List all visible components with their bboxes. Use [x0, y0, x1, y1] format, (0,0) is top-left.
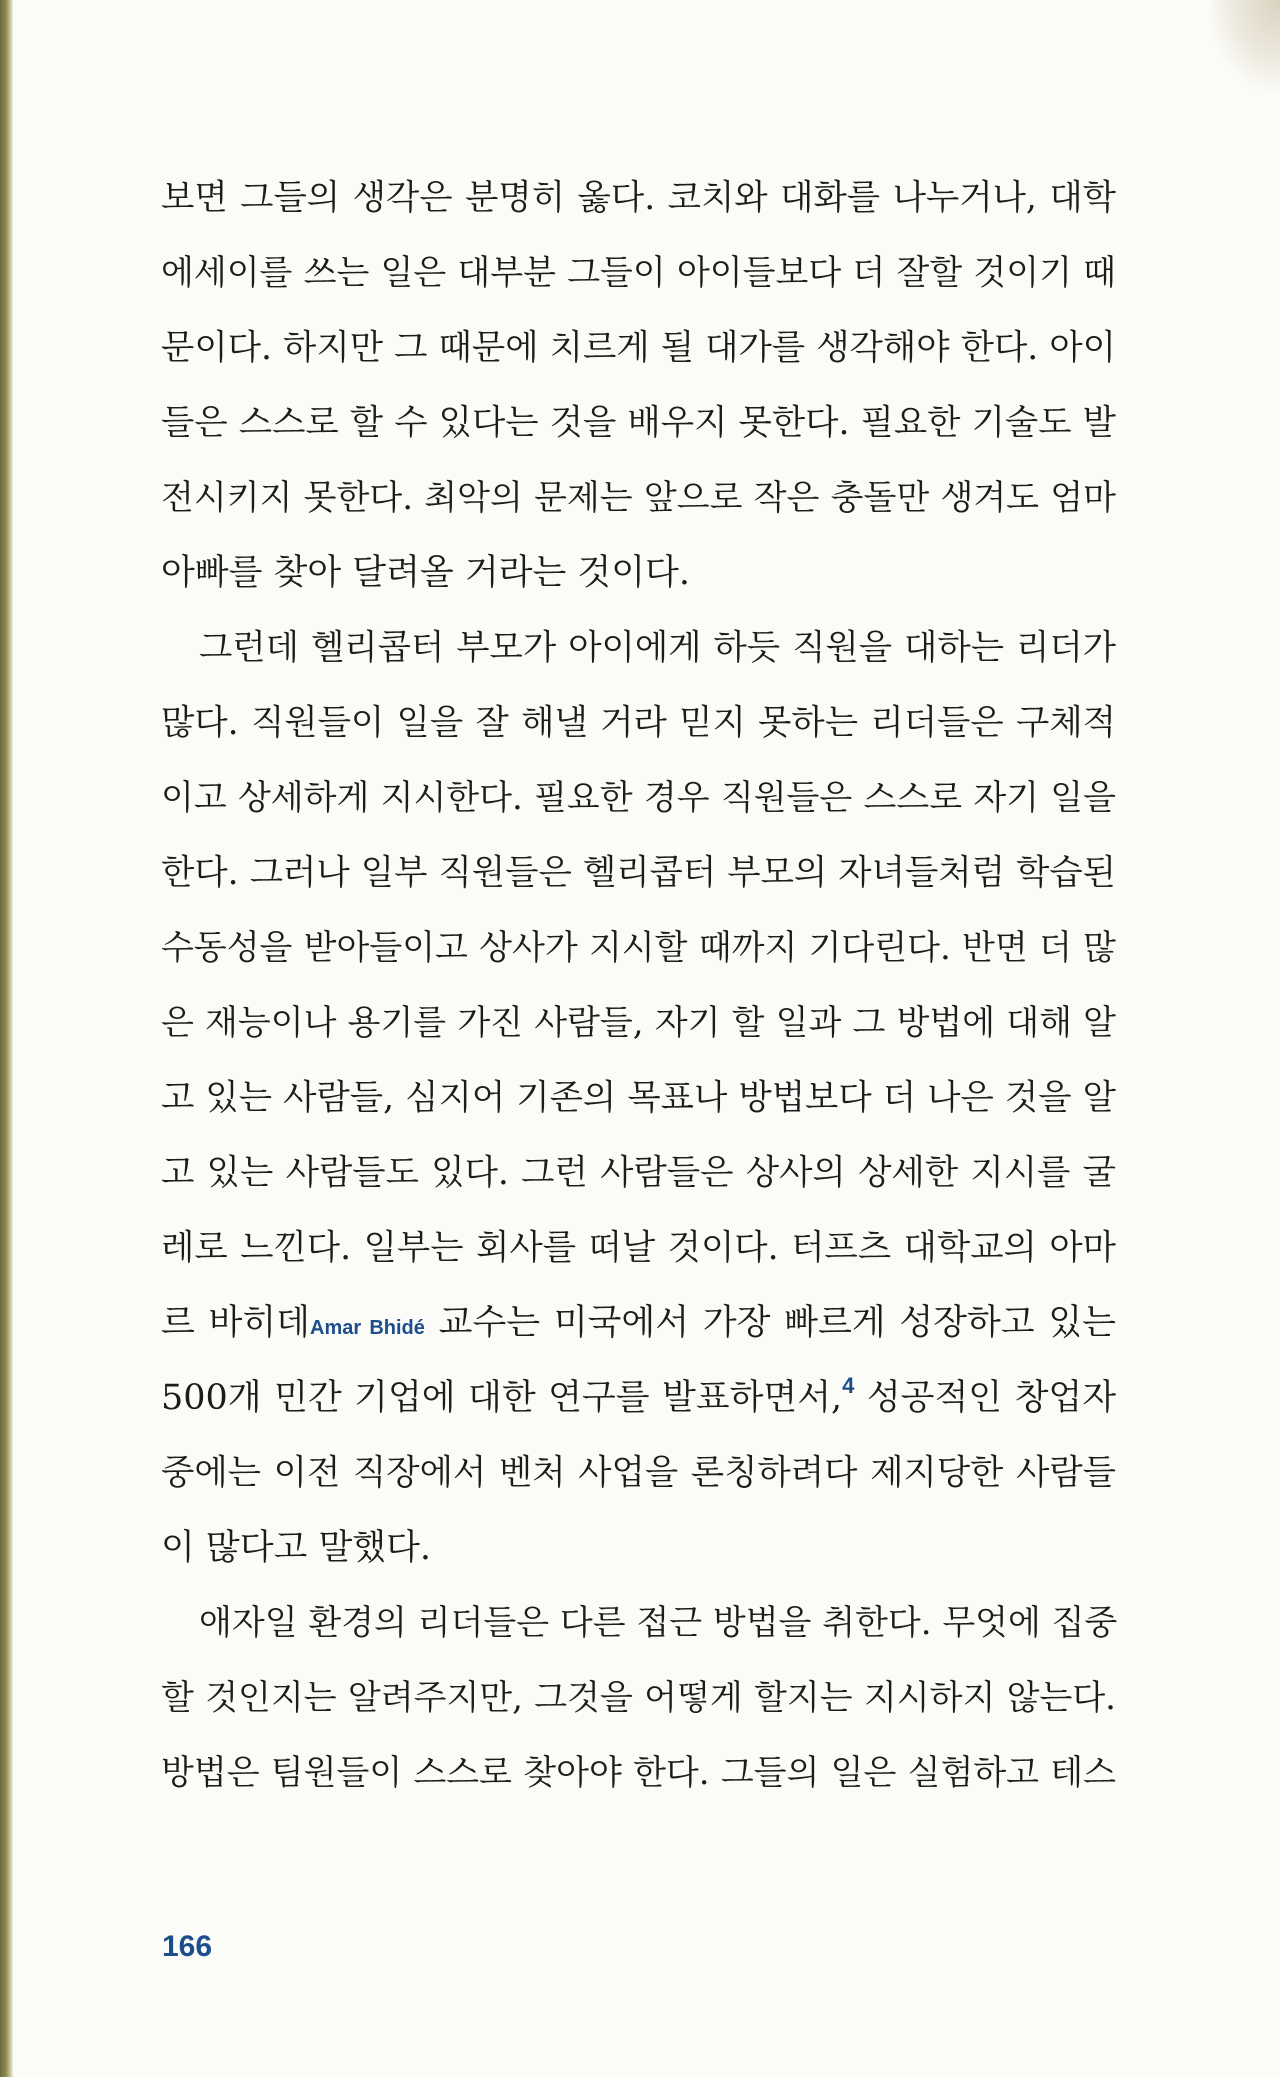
text-line: 방법은 팀원들이 스스로 찾아야 한다. 그들의 일은 실험하고 테스: [161, 1753, 1116, 1793]
text-line: 할 것인지는 알려주지만, 그것을 어떻게 할지는 지시하지 않는다.: [161, 1678, 1116, 1718]
text-line: 문이다. 하지만 그 때문에 치르게 될 대가를 생각해야 한다. 아이: [161, 328, 1116, 368]
text-line: 레로 느낀다. 일부는 회사를 떠날 것이다. 터프츠 대학교의 아마: [161, 1228, 1116, 1268]
text-line: 수동성을 받아들이고 상사가 지시할 때까지 기다린다. 반면 더 많: [161, 928, 1116, 968]
text-line: 보면 그들의 생각은 분명히 옳다. 코치와 대화를 나누거나, 대학: [161, 178, 1116, 218]
text-line: [161, 1373, 1116, 1420]
text-line: 고 있는 사람들도 있다. 그런 사람들은 상사의 상세한 지시를 굴: [161, 1153, 1116, 1193]
text-segment: 성공적인 창업자: [854, 1378, 1116, 1418]
footnote-marker: 4: [842, 1373, 855, 1398]
text-line: 이 많다고 말했다.: [161, 1528, 432, 1568]
text-line: 중에는 이전 직장에서 벤처 사업을 론칭하려다 제지당한 사람들: [161, 1453, 1116, 1493]
text-line: 아빠를 찾아 달려올 거라는 것이다.: [161, 553, 690, 593]
text-line: 그런데 헬리콥터 부모가 아이에게 하듯 직원을 대하는 리더가: [199, 628, 1116, 668]
text-line: 들은 스스로 할 수 있다는 것을 배우지 못한다. 필요한 기술도 발: [161, 403, 1116, 443]
text-line: 은 재능이나 용기를 가진 사람들, 자기 할 일과 그 방법에 대해 알: [161, 1003, 1116, 1043]
text-line: [161, 1301, 1116, 1345]
text-line: 전시키지 못한다. 최악의 문제는 앞으로 작은 충돌만 생겨도 엄마: [161, 478, 1116, 518]
text-line: 이고 상세하게 지시한다. 필요한 경우 직원들은 스스로 자기 일을: [161, 778, 1116, 818]
text-line: 한다. 그러나 일부 직원들은 헬리콥터 부모의 자녀들처럼 학습된: [161, 853, 1116, 893]
text-segment: 교수는 미국에서 가장 빠르게 성장하고 있는: [424, 1303, 1116, 1343]
text-line: 많다. 직원들이 일을 잘 해낼 거라 믿지 못하는 리더들은 구체적: [161, 703, 1116, 743]
text-line: 애자일 환경의 리더들은 다른 접근 방법을 취한다. 무엇에 집중: [199, 1603, 1118, 1643]
text-line: 에세이를 쓰는 일은 대부분 그들이 아이들보다 더 잘할 것이기 때: [161, 253, 1116, 293]
text-segment: 500개 민간 기업에 대한 연구를 발표하면서,: [161, 1378, 843, 1418]
text-segment: 르 바히데: [161, 1303, 310, 1343]
page-number: 166: [162, 1930, 213, 1963]
text-line: 고 있는 사람들, 심지어 기존의 목표나 방법보다 더 나은 것을 알: [161, 1078, 1116, 1118]
author-name-english: Amar Bhidé: [310, 1317, 425, 1339]
